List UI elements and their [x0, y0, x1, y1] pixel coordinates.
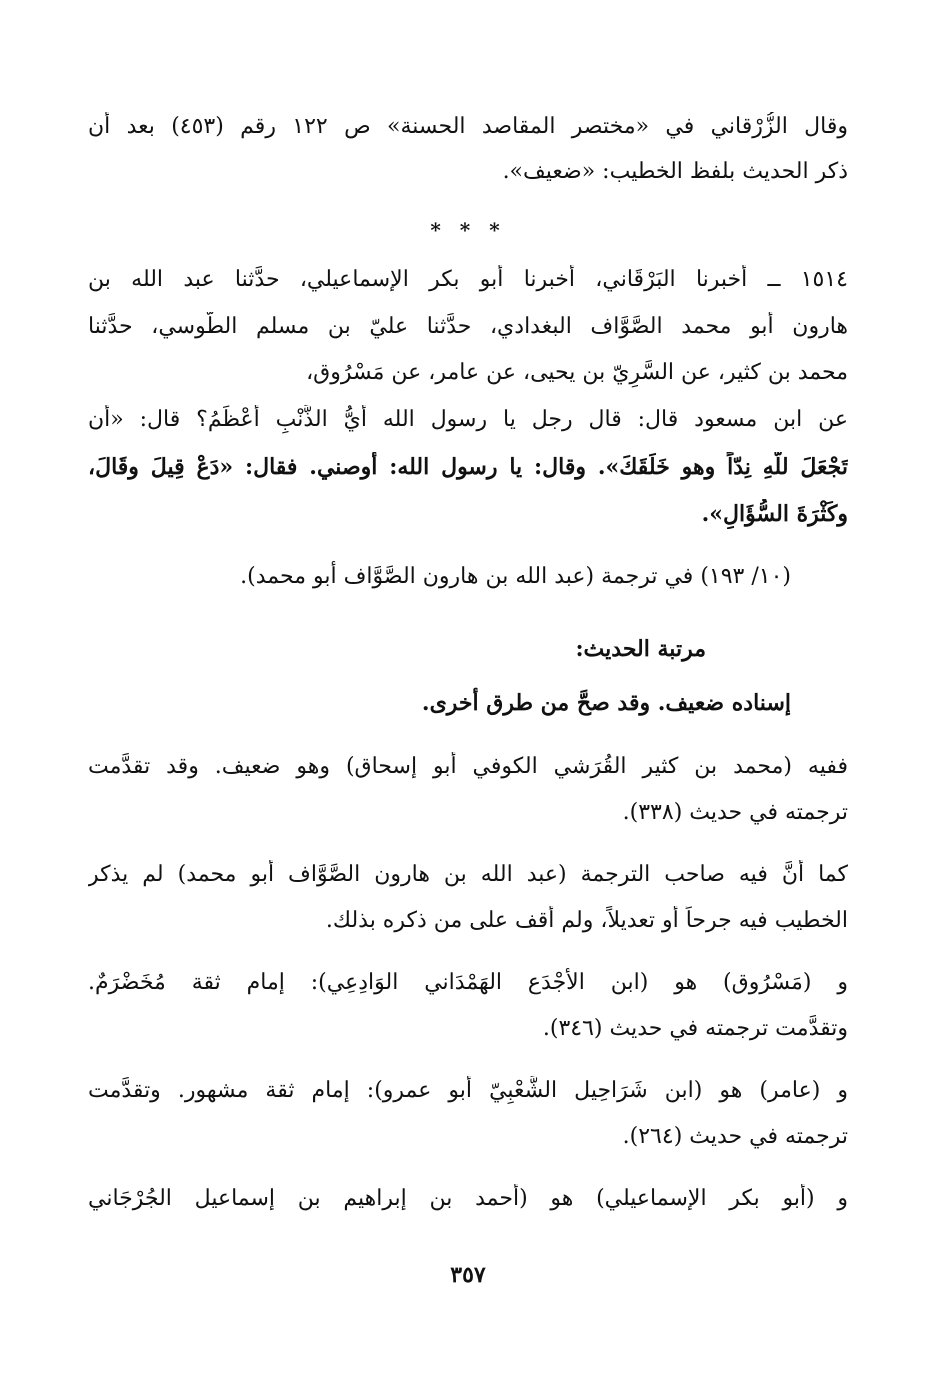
para5-line2: ترجمته في حديث (٢٦٤).: [622, 1124, 848, 1149]
para1-line1: وقال الزُّرْقاني في «مختصر المقاصد الحسنة» ص ١٢٢ رقم (٤٥٣) بعد أن: [88, 114, 848, 139]
para1-line2: ذكر الحديث بلفظ الخطيب: «ضعيف».: [502, 159, 848, 184]
hadith-line6: وكَثْرَةَ السُّؤَالِ».: [701, 501, 848, 527]
hadith-line1: ١٥١٤ ــ أخبرنا البَرْقَاني، أخبرنا أبو بكر الإسماعيلي، حدَّثنا عبد الله بن: [88, 267, 848, 292]
para2-line1: ففيه (محمد بن كثير القُرَشي الكوفي أبو إسحاق) وهو ضعيف. وقد تقدَّمت: [88, 754, 848, 779]
para2-line2: ترجمته في حديث (٣٣٨).: [622, 800, 848, 825]
para3-line1: كما أنَّ فيه صاحب الترجمة (عبد الله بن هارون الصَّوَّاف أبو محمد) لم يذكر: [88, 862, 848, 887]
page-number: ٣٥٧: [450, 1262, 486, 1288]
section-separator: * * *: [430, 218, 506, 242]
hadith-line2: هارون أبو محمد الصَّوَّاف البغدادي، حدَّثنا عليّ بن مسلم الطُّوسي، حدَّثنا: [88, 314, 848, 339]
hadith-line4: عن ابن مسعود قال: قال رجل يا رسول الله أيُّ الذَّنْبِ أَعْظَمُ؟ قال: «أن: [88, 407, 848, 432]
hadith-line3: محمد بن كثير، عن السَّرِيّ بن يحيى، عن عامر، عن مَسْرُوق،: [306, 360, 848, 385]
para4-line1: و (مَسْرُوق) هو (ابن الأَجْدَع الهَمْدَاني الوَادِعِي): إمام ثقة مُخَضْرَمٌ.: [88, 970, 848, 995]
hadith-line5: تَجْعَلَ للَّهِ نِدّاً وهو خَلَقَكَ». وقال: يا رسول الله: أوصني. فقال: «دَعْ قِيلَ وقَالَ،: [88, 454, 848, 480]
source-reference: (١٠/ ١٩٣) في ترجمة (عبد الله بن هارون الصَّوَّاف أبو محمد).: [240, 564, 791, 589]
para4-line2: وتقدَّمت ترجمته في حديث (٣٤٦).: [542, 1016, 848, 1041]
para6-line1: و (أبو بكر الإسماعيلي) هو (أحمد بن إبراهيم بن إسماعيل الجُرْجَاني: [88, 1186, 848, 1211]
para5-line1: و (عامر) هو (ابن شَرَاحِيل الشَّعْبِيّ أبو عمرو): إمام ثقة مشهور. وتقدَّمت: [88, 1078, 848, 1103]
hadith-verdict: إسناده ضعيف. وقد صحَّ من طرق أخرى.: [421, 690, 791, 716]
section-heading: مرتبة الحديث:: [575, 636, 706, 662]
para3-line2: الخطيب فيه جرحاً أو تعديلاً، ولم أقف على من ذكره بذلك.: [325, 908, 848, 933]
